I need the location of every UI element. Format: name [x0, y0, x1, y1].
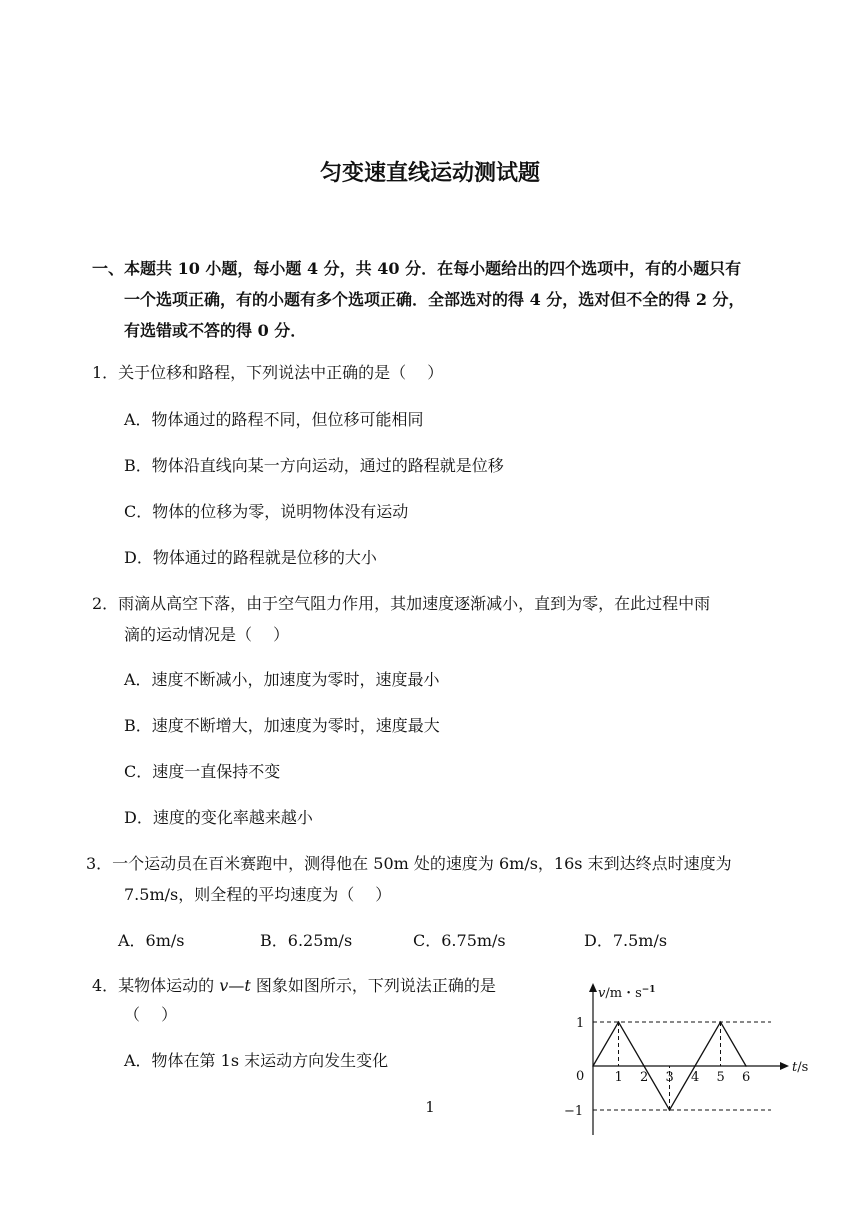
question-1-stem: 1．关于位移和路程，下列说法中正确的是（ ） [92, 363, 444, 382]
page-number: 1 [425, 1098, 435, 1116]
question-4-stem-v: v [219, 976, 229, 995]
question-1-option-d: D．物体通过的路程就是位移的大小 [124, 548, 377, 567]
data-point-5 [720, 1021, 722, 1023]
question-3-stem-line-2: 7.5m/s，则全程的平均速度为（ ） [124, 885, 392, 904]
question-1-option-c: C．物体的位移为零，说明物体没有运动 [124, 502, 409, 521]
question-3-stem-line-1: 3．一个运动员在百米赛跑中，测得他在 50m 处的速度为 6m/s，16s 末到达终点时速度为 [86, 854, 732, 873]
y-axis-label: v/m・$s^{-1}$ [598, 985, 656, 1001]
x-tick-label-1: 1 [614, 1070, 623, 1085]
data-point-3 [669, 1109, 671, 1111]
origin-label: 0 [576, 1069, 585, 1084]
question-4-stem-dash: — [228, 976, 245, 995]
page-title: 匀变速直线运动测试题 [319, 160, 540, 186]
y-tick-label-1: 1 [576, 1016, 585, 1031]
question-2-stem-line-1: 2．雨滴从高空下落，由于空气阻力作用，其加速度逐渐减小，直到为零，在此过程中雨 [92, 594, 711, 613]
section-instruction-line-3: 有选错或不答的得 0 分． [124, 321, 307, 340]
question-4-stem-suffix: 图象如图所示，下列说法正确的是 [250, 976, 496, 995]
x-tick-label-5: 5 [716, 1070, 725, 1085]
y-axis-arrow [589, 983, 597, 992]
y-tick-label-neg1: −1 [564, 1104, 584, 1119]
question-3-option-d: D．7.5m/s [584, 931, 668, 950]
data-point-4 [694, 1065, 696, 1067]
data-point-6 [745, 1065, 747, 1067]
x-tick-label-3: 3 [665, 1070, 674, 1085]
section-instruction-line-2: 一个选项正确，有的小题有多个选项正确．全部选对的得 4 分，选对但不全的得 2 分， [124, 290, 745, 309]
question-4-stem-line-1 [92, 973, 496, 996]
question-3-option-b: B．6.25m/s [260, 931, 353, 950]
question-2-option-c: C．速度一直保持不变 [124, 762, 281, 781]
section-instruction-line-1: 一、本题共 10 小题，每小题 4 分，共 40 分．在每小题给出的四个选项中，有的小题只有 [92, 259, 742, 278]
question-4-stem-prefix: 4．某物体运动的 [92, 976, 220, 995]
question-3-option-a: A．6m/s [118, 931, 185, 950]
x-axis-arrow [780, 1062, 789, 1070]
data-point-1 [618, 1021, 620, 1023]
data-point-2 [643, 1065, 645, 1067]
x-axis-label: t/s [792, 1060, 809, 1075]
question-2-option-a: A．速度不断减小，加速度为零时，速度最小 [124, 670, 440, 689]
question-2-stem-line-2: 滴的运动情况是（ ） [124, 625, 290, 644]
x-tick-label-6: 6 [742, 1070, 751, 1085]
x-tick-label-4: 4 [691, 1070, 700, 1085]
x-tick-label-2: 2 [640, 1070, 649, 1085]
question-1-option-a: A．物体通过的路程不同，但位移可能相同 [124, 410, 424, 429]
velocity-time-graph [556, 980, 816, 1140]
question-4-stem-line-2: （ ） [124, 1005, 178, 1024]
question-2-option-d: D．速度的变化率越来越小 [124, 808, 313, 827]
data-point-0 [592, 1065, 594, 1067]
question-2-option-b: B．速度不断增大，加速度为零时，速度最大 [124, 716, 440, 735]
question-4-stem-t: t [244, 976, 251, 995]
question-4-option-a: A．物体在第 1s 末运动方向发生变化 [124, 1051, 389, 1070]
question-3-option-c: C．6.75m/s [413, 931, 506, 950]
question-1-option-b: B．物体沿直线向某一方向运动，通过的路程就是位移 [124, 456, 504, 475]
